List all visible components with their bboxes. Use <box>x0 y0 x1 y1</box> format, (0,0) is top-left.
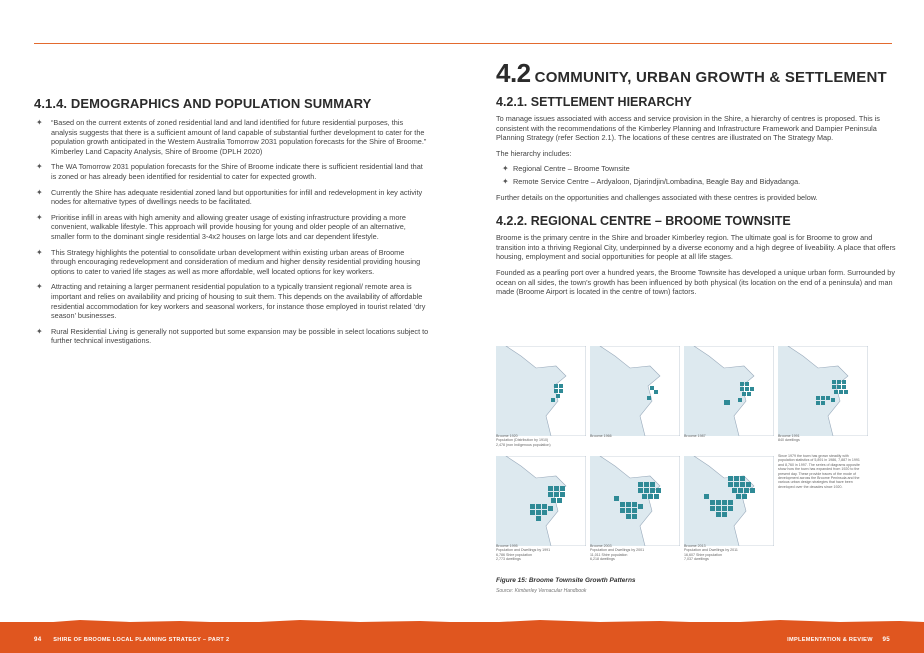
map-caption: Broome 1991 840 dwellings <box>778 434 800 443</box>
regional-centre-paragraph: Broome is the primary centre in the Shire and broader Kimberley region. The ultimate goal is for Broome to grow and transition into a thriving Regional City, underpinned by a diverse economy and a high degree of liveability. A place that offers housing, employment and social opportunities for people at all life stages. <box>496 233 896 262</box>
map-1995 <box>496 456 586 546</box>
bullet-icon: ✦ <box>36 212 43 222</box>
bullet-icon: ✦ <box>502 176 509 186</box>
page-number-right: 95 <box>882 636 890 643</box>
list-item: ✦ This Strategy highlights the potential to consolidate urban development within existing urban areas of Broome through encouraging redevelopment and consideration of medium and higher density residential providing housing options to cater to varied life stages as well as more affordable, well located options for key workers. <box>36 247 421 276</box>
bullet-icon: ✦ <box>36 247 43 257</box>
hierarchy-list <box>496 164 896 186</box>
figure-source: Source: Kimberley Vernacular Handbook <box>496 588 587 594</box>
list-item: ✦ Attracting and retaining a larger permanent residential population to a typically transient regional/ remote area is important and relies on availability and pricing of housing to suit them. This depends on the availability of affordable residential accommodation for key workers and seasonal workers, for instance those employed in tourist related ‘dry season’ businesses. <box>36 282 426 321</box>
footer-right <box>787 636 890 643</box>
townsite-paragraph: Founded as a pearling port over a hundred years, the Broome Townsite has developed a unique urban form. Surrounded by ocean on all sides, the town’s growth has been influenced by both physical (its location on the end of a peninsula) and man made (Broome Airport is located in the centre of town) factors. <box>496 267 896 297</box>
map-1920 <box>496 346 586 436</box>
map-1966 <box>590 346 680 436</box>
bullet-icon: ✦ <box>36 282 43 292</box>
list-item: ✦ Remote Service Centre – Ardyaloon, Djarindjin/Lombadina, Beagle Bay and Bidyadanga. <box>502 176 801 186</box>
page-number-left: 94 <box>34 636 42 643</box>
settlement-paragraph: To manage issues associated with access and service provision in the Shire, a hierarchy of centres is proposed. This is consistent with the recommendations of the Kimberley Planning and Infrastructure Framework and Dampier Peninsula Planning Strategy (refer Section 2.1). The locations of these centres are illustrated on The Strategy Map. <box>496 114 880 143</box>
list-item: ✦ Prioritise infill in areas with high amenity and allowing greater usage of existing infrastructure providing a more convenient, walkable lifestyle. This approach will provide housing for young and older people of an alternative, smaller form to the dominant single residential 3-4x2 houses on large lots and car dependent lifestyle. <box>36 212 406 241</box>
left-column <box>34 96 430 352</box>
demographics-list <box>34 118 430 346</box>
map-caption: Broome 1987 <box>684 434 706 438</box>
bullet-icon: ✦ <box>36 187 43 197</box>
regional-centre-heading: 4.2.2. REGIONAL CENTRE – BROOME TOWNSITE <box>496 214 791 229</box>
settlement-heading: 4.2.1. SETTLEMENT HIERARCHY <box>496 95 692 109</box>
map-1991 <box>778 346 868 436</box>
figure-note: Since 1979 the town has grown steadily with population statistics of 5,891 in 1986, 7,887 in 1991 and 8,760 in 1997. The series of diagrams opposite show how the town has expanded from 1920 to the present day. These provide traces of the mode of development across the Broome Peninsula and the various urban design strategies that have been developed over the decades since 1920. <box>778 454 860 489</box>
hierarchy-intro: The hierarchy includes: <box>496 148 572 158</box>
bullet-icon: ✦ <box>36 118 43 127</box>
footer-right-title: IMPLEMENTATION & REVIEW <box>787 637 873 643</box>
hierarchy-after: Further details on the opportunities and challenges associated with these centres is provided below. <box>496 192 818 202</box>
bullet-icon: ✦ <box>36 162 43 172</box>
figure-caption: Figure 15: Broome Townsite Growth Patterns <box>496 577 636 584</box>
map-2013 <box>684 456 774 546</box>
bullet-icon: ✦ <box>36 326 43 336</box>
list-item: ✦ “Based on the current extents of zoned residential land and land identified for future residential purposes, this analysis suggests that there is a sufficient amount of land capable of substantial further development to cater for the population growth anticipated in the Western Australia Tomorrow 2031 population forecasts for the Shire of Broome.” Kimberley Land Capacity Analysis, Shire of Broome (DPLH 2020) <box>36 118 427 156</box>
list-item: ✦ Currently the Shire has adequate residential zoned land but opportunities for infill and redevelopment in key activity nodes for alternative types of dwellings needs to be facilitated. <box>36 187 423 207</box>
map-1987 <box>684 346 774 436</box>
section-name: COMMUNITY, URBAN GROWTH & SETTLEMENT <box>534 69 887 86</box>
footer-left-title: SHIRE OF BROOME LOCAL PLANNING STRATEGY – PART 2 <box>53 637 230 643</box>
map-caption: Broome 1966 <box>590 434 612 438</box>
list-item: ✦ Rural Residential Living is generally not supported but some expansion may be possible in select locations subject to further technical investigations. <box>36 326 429 346</box>
bullet-icon: ✦ <box>502 164 509 174</box>
demographics-heading: 4.1.4. DEMOGRAPHICS AND POPULATION SUMMARY <box>34 96 372 111</box>
footer-left <box>34 636 229 643</box>
right-column <box>496 58 896 303</box>
section-title <box>496 58 896 89</box>
section-number: 4.2 <box>496 58 531 88</box>
header-rule <box>34 43 892 44</box>
map-caption: Broome 2013 Population and Dwellings by 2011 16,607 Shire population 7,037 dwellings <box>684 544 738 562</box>
map-caption: Broome 1995 Population and Dwellings by 1991 6,786 Shire population 2,773 dwellings <box>496 544 551 562</box>
list-item: ✦ Regional Centre – Broome Townsite <box>502 164 630 174</box>
map-2003 <box>590 456 680 546</box>
list-item: ✦ The WA Tomorrow 2031 population forecasts for the Shire of Broome indicate there is sufficient residential land that is zoned or has already been identified for residential to cater for expected growth. <box>36 162 423 181</box>
map-caption: Broome 1920 Population (Distribution by 1910) 2,478 (non Indigenous population) <box>496 434 551 447</box>
growth-patterns-figure <box>496 346 892 570</box>
map-caption: Broome 2003 Population and Dwellings by 2001 11,011 Shire population 6,218 dwellings <box>590 544 645 562</box>
